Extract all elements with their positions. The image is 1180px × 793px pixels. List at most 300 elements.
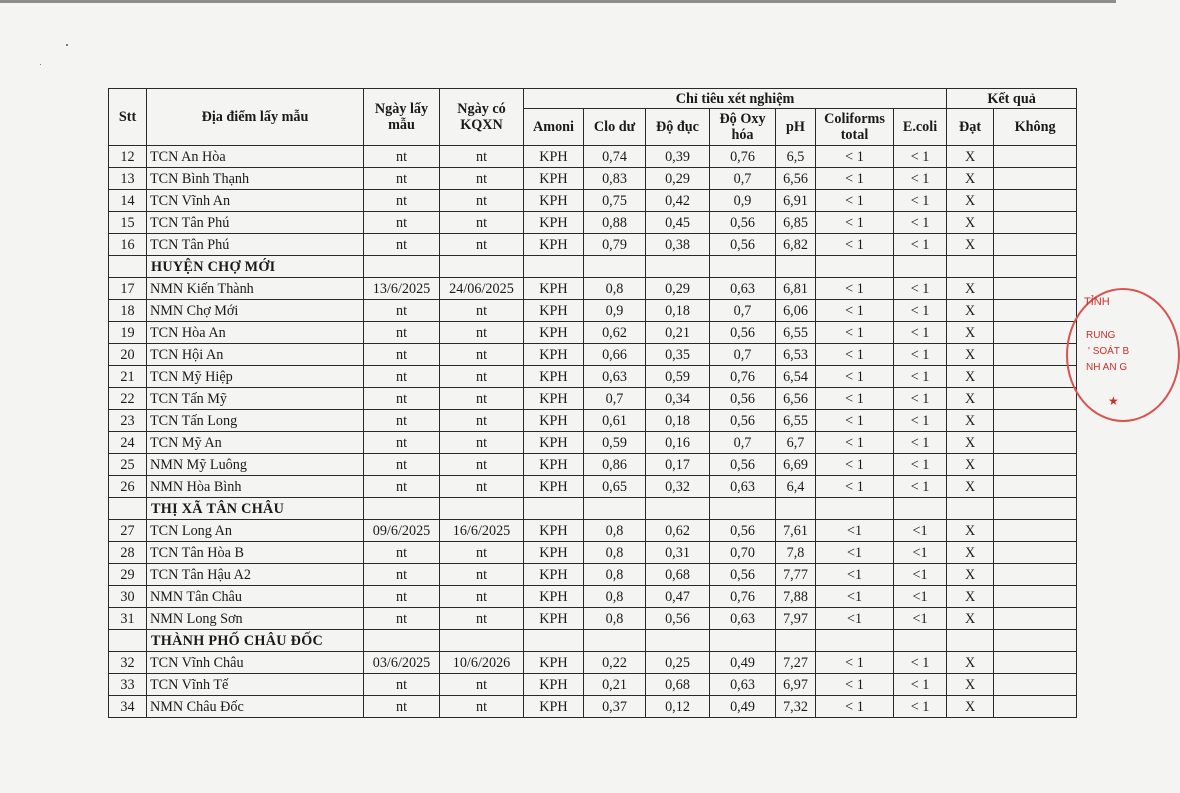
cell-clo-du: 0,8 — [584, 586, 646, 608]
cell-sample-date: nt — [364, 674, 440, 696]
empty-cell — [646, 630, 710, 652]
cell-amoni: KPH — [524, 432, 584, 454]
table-row — [109, 542, 1077, 564]
cell-do-duc: 0,47 — [646, 586, 710, 608]
stamp-text: NH AN G — [1086, 362, 1128, 373]
cell-do-duc: 0,62 — [646, 520, 710, 542]
cell-ph: 6,55 — [776, 322, 816, 344]
empty-cell — [994, 630, 1077, 652]
empty-cell — [646, 256, 710, 278]
cell-location: NMN Kiến Thành — [147, 278, 364, 300]
cell-location: NMN Châu Đốc — [147, 696, 364, 718]
section-row — [109, 498, 1077, 520]
cell-ecoli: < 1 — [894, 696, 947, 718]
cell-ecoli: < 1 — [894, 366, 947, 388]
cell-amoni: KPH — [524, 410, 584, 432]
cell-do-oxy-hoa: 0,56 — [710, 322, 776, 344]
cell-stt: 23 — [109, 410, 147, 432]
header-row-top — [109, 89, 1077, 109]
cell-amoni: KPH — [524, 608, 584, 630]
cell-result-date: nt — [440, 476, 524, 498]
cell-ph: 7,97 — [776, 608, 816, 630]
cell-clo-du: 0,66 — [584, 344, 646, 366]
cell-clo-du: 0,75 — [584, 190, 646, 212]
cell-khong — [994, 586, 1077, 608]
cell-khong — [994, 564, 1077, 586]
cell-do-oxy-hoa: 0,63 — [710, 674, 776, 696]
empty-cell — [710, 498, 776, 520]
cell-do-duc: 0,68 — [646, 674, 710, 696]
cell-location: NMN Chợ Mới — [147, 300, 364, 322]
header-result: Kết quả — [947, 89, 1077, 109]
cell-ph: 6,4 — [776, 476, 816, 498]
cell-dat: X — [947, 278, 994, 300]
cell-stt — [109, 630, 147, 652]
cell-ph: 6,5 — [776, 146, 816, 168]
empty-cell — [994, 498, 1077, 520]
cell-clo-du: 0,37 — [584, 696, 646, 718]
cell-sample-date: nt — [364, 476, 440, 498]
cell-coliforms: <1 — [816, 520, 894, 542]
empty-cell — [584, 630, 646, 652]
cell-do-oxy-hoa: 0,56 — [710, 564, 776, 586]
cell-ecoli: < 1 — [894, 344, 947, 366]
cell-amoni: KPH — [524, 344, 584, 366]
cell-amoni: KPH — [524, 168, 584, 190]
cell-stt: 32 — [109, 652, 147, 674]
cell-location: TCN Hòa An — [147, 322, 364, 344]
cell-ecoli: < 1 — [894, 300, 947, 322]
cell-stt: 14 — [109, 190, 147, 212]
cell-clo-du: 0,22 — [584, 652, 646, 674]
cell-sample-date: nt — [364, 410, 440, 432]
cell-clo-du: 0,8 — [584, 278, 646, 300]
empty-cell — [584, 256, 646, 278]
cell-location: TCN Long An — [147, 520, 364, 542]
cell-do-duc: 0,18 — [646, 410, 710, 432]
cell-result-date: nt — [440, 366, 524, 388]
cell-coliforms: < 1 — [816, 344, 894, 366]
cell-sample-date: nt — [364, 366, 440, 388]
cell-dat: X — [947, 190, 994, 212]
cell-dat: X — [947, 542, 994, 564]
cell-amoni: KPH — [524, 520, 584, 542]
cell-ecoli: < 1 — [894, 234, 947, 256]
cell-ecoli: < 1 — [894, 388, 947, 410]
cell-do-oxy-hoa: 0,49 — [710, 652, 776, 674]
table-row — [109, 586, 1077, 608]
header-stt: Stt — [109, 89, 147, 146]
cell-clo-du: 0,79 — [584, 234, 646, 256]
stamp-text: ' SOÁT B — [1088, 346, 1130, 357]
cell-result-date: nt — [440, 190, 524, 212]
cell-ph: 7,61 — [776, 520, 816, 542]
cell-clo-du: 0,8 — [584, 520, 646, 542]
cell-khong — [994, 476, 1077, 498]
cell-sample-date: nt — [364, 388, 440, 410]
table-row — [109, 388, 1077, 410]
cell-result-date: 24/06/2025 — [440, 278, 524, 300]
cell-sample-date: nt — [364, 212, 440, 234]
cell-ecoli: < 1 — [894, 476, 947, 498]
cell-coliforms: < 1 — [816, 652, 894, 674]
cell-location: TCN Tân Phú — [147, 234, 364, 256]
cell-dat: X — [947, 300, 994, 322]
cell-location: NMN Long Sơn — [147, 608, 364, 630]
empty-cell — [947, 498, 994, 520]
cell-clo-du: 0,74 — [584, 146, 646, 168]
cell-location: NMN Mỹ Luông — [147, 454, 364, 476]
cell-location: TCN Mỹ An — [147, 432, 364, 454]
cell-ecoli: <1 — [894, 564, 947, 586]
cell-ecoli: <1 — [894, 586, 947, 608]
cell-dat: X — [947, 476, 994, 498]
cell-sample-date: nt — [364, 322, 440, 344]
cell-clo-du: 0,9 — [584, 300, 646, 322]
cell-ecoli: < 1 — [894, 190, 947, 212]
cell-ph: 6,91 — [776, 190, 816, 212]
stamp-star-icon: ★ — [1108, 394, 1119, 408]
cell-result-date: nt — [440, 344, 524, 366]
cell-do-duc: 0,35 — [646, 344, 710, 366]
cell-result-date: nt — [440, 146, 524, 168]
empty-cell — [364, 256, 440, 278]
cell-dat: X — [947, 388, 994, 410]
cell-sample-date: nt — [364, 190, 440, 212]
table-row — [109, 344, 1077, 366]
cell-ecoli: < 1 — [894, 146, 947, 168]
cell-result-date: nt — [440, 234, 524, 256]
cell-amoni: KPH — [524, 234, 584, 256]
cell-khong — [994, 696, 1077, 718]
table-row — [109, 476, 1077, 498]
cell-dat: X — [947, 322, 994, 344]
section-title: THỊ XÃ TÂN CHÂU — [147, 498, 364, 520]
cell-ph: 6,53 — [776, 344, 816, 366]
cell-sample-date: nt — [364, 542, 440, 564]
header-sample-date: Ngày lấy mẫu — [364, 89, 440, 146]
cell-dat: X — [947, 146, 994, 168]
cell-stt: 29 — [109, 564, 147, 586]
empty-cell — [440, 256, 524, 278]
empty-cell — [947, 256, 994, 278]
cell-khong — [994, 608, 1077, 630]
cell-ph: 6,69 — [776, 454, 816, 476]
cell-do-oxy-hoa: 0,63 — [710, 278, 776, 300]
cell-result-date: nt — [440, 168, 524, 190]
header-do-oxy-hoa: Độ Oxy hóa — [710, 109, 776, 146]
cell-khong — [994, 278, 1077, 300]
cell-clo-du: 0,59 — [584, 432, 646, 454]
cell-location: TCN Vĩnh Tế — [147, 674, 364, 696]
empty-cell — [816, 630, 894, 652]
cell-result-date: nt — [440, 586, 524, 608]
cell-stt: 15 — [109, 212, 147, 234]
cell-khong — [994, 234, 1077, 256]
cell-location: NMN Tân Châu — [147, 586, 364, 608]
cell-location: TCN Tân Hòa B — [147, 542, 364, 564]
cell-stt — [109, 498, 147, 520]
cell-stt: 31 — [109, 608, 147, 630]
cell-clo-du: 0,61 — [584, 410, 646, 432]
cell-ecoli: < 1 — [894, 454, 947, 476]
cell-khong — [994, 432, 1077, 454]
red-seal-stamp — [1066, 288, 1180, 422]
cell-stt: 34 — [109, 696, 147, 718]
cell-stt: 25 — [109, 454, 147, 476]
header-dat: Đạt — [947, 109, 994, 146]
cell-result-date: 10/6/2026 — [440, 652, 524, 674]
empty-cell — [440, 630, 524, 652]
cell-dat: X — [947, 168, 994, 190]
cell-location: TCN Tân Hậu A2 — [147, 564, 364, 586]
empty-cell — [710, 630, 776, 652]
cell-result-date: nt — [440, 564, 524, 586]
cell-amoni: KPH — [524, 674, 584, 696]
cell-stt: 28 — [109, 542, 147, 564]
cell-ecoli: < 1 — [894, 278, 947, 300]
cell-sample-date: nt — [364, 608, 440, 630]
cell-do-duc: 0,16 — [646, 432, 710, 454]
cell-ecoli: < 1 — [894, 168, 947, 190]
cell-khong — [994, 212, 1077, 234]
cell-result-date: nt — [440, 542, 524, 564]
cell-coliforms: < 1 — [816, 388, 894, 410]
cell-dat: X — [947, 608, 994, 630]
stamp-text: RUNG — [1086, 330, 1116, 341]
cell-location: TCN Hội An — [147, 344, 364, 366]
cell-khong — [994, 674, 1077, 696]
cell-amoni: KPH — [524, 278, 584, 300]
scan-speck — [66, 44, 68, 46]
empty-cell — [776, 498, 816, 520]
section-row — [109, 630, 1077, 652]
cell-do-duc: 0,31 — [646, 542, 710, 564]
cell-do-duc: 0,68 — [646, 564, 710, 586]
cell-sample-date: 03/6/2025 — [364, 652, 440, 674]
empty-cell — [364, 498, 440, 520]
cell-result-date: 16/6/2025 — [440, 520, 524, 542]
water-test-results-table — [108, 88, 1077, 718]
cell-do-oxy-hoa: 0,63 — [710, 476, 776, 498]
cell-ph: 7,8 — [776, 542, 816, 564]
table-row — [109, 300, 1077, 322]
cell-stt: 16 — [109, 234, 147, 256]
cell-result-date: nt — [440, 608, 524, 630]
cell-ph: 7,32 — [776, 696, 816, 718]
cell-stt: 17 — [109, 278, 147, 300]
cell-sample-date: nt — [364, 344, 440, 366]
empty-cell — [584, 498, 646, 520]
cell-khong — [994, 344, 1077, 366]
cell-sample-date: nt — [364, 696, 440, 718]
cell-location: TCN Tân Phú — [147, 212, 364, 234]
cell-location: TCN An Hòa — [147, 146, 364, 168]
cell-coliforms: < 1 — [816, 410, 894, 432]
cell-clo-du: 0,88 — [584, 212, 646, 234]
cell-sample-date: nt — [364, 454, 440, 476]
cell-do-oxy-hoa: 0,7 — [710, 300, 776, 322]
cell-coliforms: <1 — [816, 608, 894, 630]
cell-result-date: nt — [440, 322, 524, 344]
cell-clo-du: 0,7 — [584, 388, 646, 410]
cell-do-duc: 0,38 — [646, 234, 710, 256]
cell-clo-du: 0,86 — [584, 454, 646, 476]
cell-ph: 6,55 — [776, 410, 816, 432]
cell-amoni: KPH — [524, 586, 584, 608]
empty-cell — [524, 256, 584, 278]
table-row — [109, 520, 1077, 542]
header-indicators: Chỉ tiêu xét nghiệm — [524, 89, 947, 109]
cell-sample-date: nt — [364, 564, 440, 586]
cell-stt: 12 — [109, 146, 147, 168]
cell-coliforms: <1 — [816, 586, 894, 608]
empty-cell — [524, 630, 584, 652]
cell-do-oxy-hoa: 0,9 — [710, 190, 776, 212]
cell-do-duc: 0,18 — [646, 300, 710, 322]
cell-coliforms: < 1 — [816, 234, 894, 256]
cell-sample-date: nt — [364, 300, 440, 322]
cell-coliforms: <1 — [816, 564, 894, 586]
cell-khong — [994, 410, 1077, 432]
cell-coliforms: < 1 — [816, 300, 894, 322]
empty-cell — [364, 630, 440, 652]
cell-stt: 24 — [109, 432, 147, 454]
cell-stt: 33 — [109, 674, 147, 696]
cell-ecoli: <1 — [894, 608, 947, 630]
cell-do-duc: 0,29 — [646, 278, 710, 300]
table-row — [109, 410, 1077, 432]
cell-clo-du: 0,65 — [584, 476, 646, 498]
cell-sample-date: nt — [364, 586, 440, 608]
cell-dat: X — [947, 212, 994, 234]
cell-ph: 6,54 — [776, 366, 816, 388]
cell-location: NMN Hòa Bình — [147, 476, 364, 498]
cell-stt: 18 — [109, 300, 147, 322]
cell-coliforms: < 1 — [816, 432, 894, 454]
cell-do-oxy-hoa: 0,76 — [710, 366, 776, 388]
scan-speck — [40, 64, 41, 65]
empty-cell — [894, 498, 947, 520]
empty-cell — [710, 256, 776, 278]
cell-stt: 26 — [109, 476, 147, 498]
cell-dat: X — [947, 344, 994, 366]
cell-sample-date: nt — [364, 432, 440, 454]
cell-ph: 7,88 — [776, 586, 816, 608]
cell-dat: X — [947, 454, 994, 476]
cell-do-oxy-hoa: 0,76 — [710, 586, 776, 608]
cell-amoni: KPH — [524, 454, 584, 476]
cell-stt: 22 — [109, 388, 147, 410]
cell-result-date: nt — [440, 432, 524, 454]
cell-dat: X — [947, 234, 994, 256]
cell-amoni: KPH — [524, 146, 584, 168]
section-title: HUYỆN CHỢ MỚI — [147, 256, 364, 278]
cell-result-date: nt — [440, 388, 524, 410]
table-row — [109, 366, 1077, 388]
empty-cell — [776, 630, 816, 652]
table-row — [109, 322, 1077, 344]
cell-amoni: KPH — [524, 366, 584, 388]
header-location: Địa điểm lấy mẫu — [147, 89, 364, 146]
cell-ecoli: < 1 — [894, 212, 947, 234]
cell-amoni: KPH — [524, 300, 584, 322]
header-amoni: Amoni — [524, 109, 584, 146]
cell-ph: 7,77 — [776, 564, 816, 586]
cell-coliforms: < 1 — [816, 168, 894, 190]
empty-cell — [646, 498, 710, 520]
cell-ecoli: < 1 — [894, 322, 947, 344]
cell-dat: X — [947, 586, 994, 608]
cell-do-oxy-hoa: 0,56 — [710, 388, 776, 410]
empty-cell — [524, 498, 584, 520]
cell-coliforms: < 1 — [816, 476, 894, 498]
cell-do-duc: 0,32 — [646, 476, 710, 498]
empty-cell — [440, 498, 524, 520]
cell-sample-date: nt — [364, 234, 440, 256]
cell-do-oxy-hoa: 0,7 — [710, 432, 776, 454]
cell-ph: 6,06 — [776, 300, 816, 322]
cell-khong — [994, 322, 1077, 344]
cell-khong — [994, 146, 1077, 168]
empty-cell — [894, 630, 947, 652]
cell-stt: 20 — [109, 344, 147, 366]
table-row — [109, 146, 1077, 168]
cell-ph: 6,81 — [776, 278, 816, 300]
cell-do-oxy-hoa: 0,7 — [710, 344, 776, 366]
cell-coliforms: < 1 — [816, 278, 894, 300]
cell-coliforms: <1 — [816, 542, 894, 564]
cell-dat: X — [947, 432, 994, 454]
header-clo-du: Clo dư — [584, 109, 646, 146]
cell-ecoli: <1 — [894, 542, 947, 564]
cell-do-duc: 0,25 — [646, 652, 710, 674]
cell-clo-du: 0,63 — [584, 366, 646, 388]
cell-sample-date: nt — [364, 168, 440, 190]
cell-ecoli: <1 — [894, 520, 947, 542]
cell-coliforms: < 1 — [816, 454, 894, 476]
table-row — [109, 278, 1077, 300]
cell-sample-date: 09/6/2025 — [364, 520, 440, 542]
cell-result-date: nt — [440, 212, 524, 234]
cell-do-oxy-hoa: 0,63 — [710, 608, 776, 630]
table-row — [109, 168, 1077, 190]
cell-clo-du: 0,8 — [584, 608, 646, 630]
cell-result-date: nt — [440, 410, 524, 432]
cell-clo-du: 0,8 — [584, 564, 646, 586]
header-ph: pH — [776, 109, 816, 146]
cell-stt — [109, 256, 147, 278]
cell-do-duc: 0,17 — [646, 454, 710, 476]
stamp-text: TỈNH — [1084, 296, 1110, 308]
table-row — [109, 212, 1077, 234]
cell-khong — [994, 300, 1077, 322]
cell-ecoli: < 1 — [894, 652, 947, 674]
cell-amoni: KPH — [524, 388, 584, 410]
header-coliforms: Coliforms total — [816, 109, 894, 146]
cell-ph: 6,7 — [776, 432, 816, 454]
cell-stt: 13 — [109, 168, 147, 190]
cell-do-oxy-hoa: 0,76 — [710, 146, 776, 168]
cell-clo-du: 0,8 — [584, 542, 646, 564]
cell-khong — [994, 520, 1077, 542]
table-row — [109, 190, 1077, 212]
empty-cell — [947, 630, 994, 652]
cell-do-oxy-hoa: 0,70 — [710, 542, 776, 564]
cell-dat: X — [947, 674, 994, 696]
cell-ph: 6,85 — [776, 212, 816, 234]
cell-stt: 19 — [109, 322, 147, 344]
